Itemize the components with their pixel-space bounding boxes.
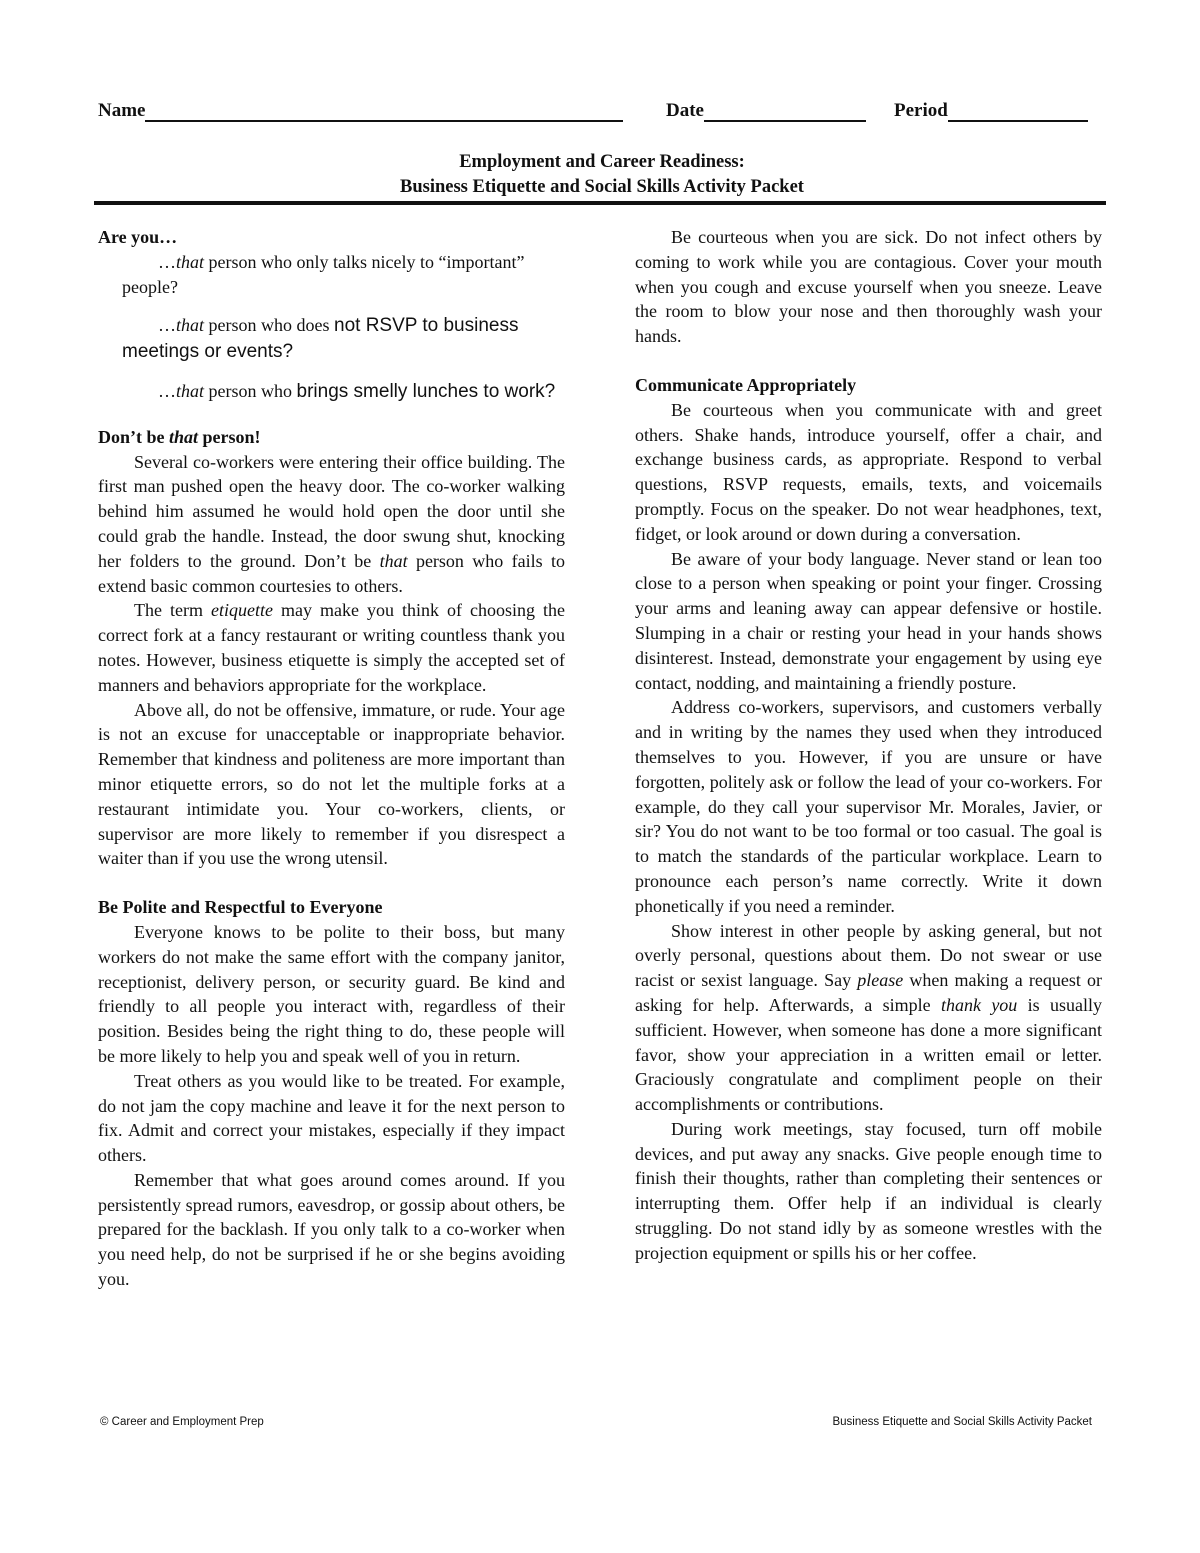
date-field[interactable]	[666, 100, 866, 122]
paragraph-treat-others: Treat others as you would like to be treated. For example, do not jam the copy machine and leave it for the next person to fix. Admit and correct your mistakes, especially if they impact others.	[98, 1070, 565, 1166]
title-divider	[94, 201, 1106, 205]
date-blank-line[interactable]	[704, 101, 866, 122]
question-2: …that person who does not RSVP to business meetings or events?	[122, 315, 519, 363]
dont-be-heading: Don’t be that person!	[98, 426, 261, 447]
section-heading-polite: Be Polite and Respectful to Everyone	[98, 897, 383, 918]
question-1: …that person who only talks nicely to “important” people?	[122, 251, 525, 297]
left-column	[98, 225, 565, 1292]
paragraph-show-interest: Show interest in other people by asking general, but not overly personal, questions about them. Do not swear or use racist or sexist language. Say please when making a request or asking for help. Afterwards, a simple thank you is usually sufficient. However, when someone has done a more significant favor, show your appreciation in a written email or letter. Graciously congratulate and compliment people on their accomplishments or contributions.	[635, 920, 1102, 1115]
name-blank-line[interactable]	[145, 101, 623, 122]
are-you-heading: Are you…	[98, 227, 178, 247]
period-label: Period	[894, 100, 948, 121]
paragraph-body-language: Be aware of your body language. Never stand or lean too close to a person when speaking or point your finger. Crossing your arms and leaning away can appear defensive or hostile. Slumping in a chair or resting your head in your hands shows disinterest. Instead, demonstrate your engagement by using eye contact, nodding, and maintaining a friendly posture.	[635, 548, 1102, 693]
paragraph-meetings: During work meetings, stay focused, turn off mobile devices, and put away any snacks. Give people enough time to finish their thoughts, rather than completing their sentences or interrupting them. Offer help if an individual is clearly struggling. Do not stand idly by as someone wrestles with the projection equipment or spills his or her coffee.	[635, 1118, 1102, 1263]
date-label: Date	[666, 100, 704, 121]
student-info-header	[98, 100, 1098, 126]
paragraph-above-all: Above all, do not be offensive, immature, or rude. Your age is not an excuse for unacceptable or inappropriate behavior. Remember that kindness and politeness are more important than minor etiquette errors, so do not let the multiple forks at a restaurant intimidate you. Your co-workers, clients, or supervisor are more likely to remember if you disrespect a waiter than if you use the wrong utensil.	[98, 699, 565, 869]
paragraph-communicate: Be courteous when you communicate with and greet others. Shake hands, introduce yourself, offer a chair, and exchange business cards, as appropriate. Respond to verbal questions, RSVP requests, emails, texts, and voicemails promptly. Focus on the speaker. Do not wear headphones, text, fidget, or look around or down during a conversation.	[635, 399, 1102, 544]
name-label: Name	[98, 100, 146, 121]
footer-copyright: © Career and Employment Prep	[100, 1416, 264, 1428]
paragraph-address-names: Address co-workers, supervisors, and customers verbally and in writing by the names they used when they introduced themselves to you. However, if you are unsure or have forgotten, politely ask or follow the lead of your co-workers. For example, do they call your supervisor Mr. Morales, Javier, or sir? You do not want to be too formal or too casual. The goal is to match the standards of the particular workplace. Learn to pronounce each person’s name correctly. Write it down phonetically if you need a reminder.	[635, 697, 1102, 916]
right-column	[635, 225, 1102, 1266]
section-heading-communicate: Communicate Appropriately	[635, 374, 857, 395]
name-field[interactable]	[98, 100, 623, 122]
footer-packet-title: Business Etiquette and Social Skills Activity Packet	[832, 1416, 1092, 1428]
paragraph-everyone-polite: Everyone knows to be polite to their boss, but many workers do not make the same effort with the company janitor, receptionist, delivery person, or security guard. Be kind and friendly to all people you interact with, regardless of their position. Besides being the right thing to do, these people will be more likely to help you and speak well of you in return.	[98, 921, 565, 1066]
period-field[interactable]	[894, 100, 1088, 122]
question-3: …that person who brings smelly lunches to work?	[158, 380, 556, 402]
title-line-2: Business Etiquette and Social Skills Activity Packet	[400, 177, 804, 197]
packet-title	[98, 150, 1106, 200]
period-blank-line[interactable]	[948, 101, 1088, 122]
title-line-1: Employment and Career Readiness:	[459, 152, 745, 172]
paragraph-door-story: Several co-workers were entering their office building. The first man pushed open the heavy door. The co-worker walking behind him assumed he would hold open the door until she could grab the handle. Instead, the door swung shut, knocking her folders to the ground. Don’t be that person who fails to extend basic common courtesies to others.	[98, 451, 565, 596]
paragraph-sick: Be courteous when you are sick. Do not infect others by coming to work while you are contagious. Cover your mouth when you cough and excuse yourself when you sneeze. Leave the room to blow your nose and then thoroughly wash your hands.	[635, 227, 1102, 347]
paragraph-etiquette-term: The term etiquette may make you think of choosing the correct fork at a fancy restaurant or writing countless thank you notes. However, business etiquette is simply the accepted set of manners and behaviors appropriate for the workplace.	[98, 600, 565, 695]
paragraph-goes-around: Remember that what goes around comes around. If you persistently spread rumors, eavesdrop, or gossip about others, be prepared for the backlash. If you only talk to a co-worker when you need help, do not be surprised if he or she begins avoiding you.	[98, 1169, 565, 1290]
